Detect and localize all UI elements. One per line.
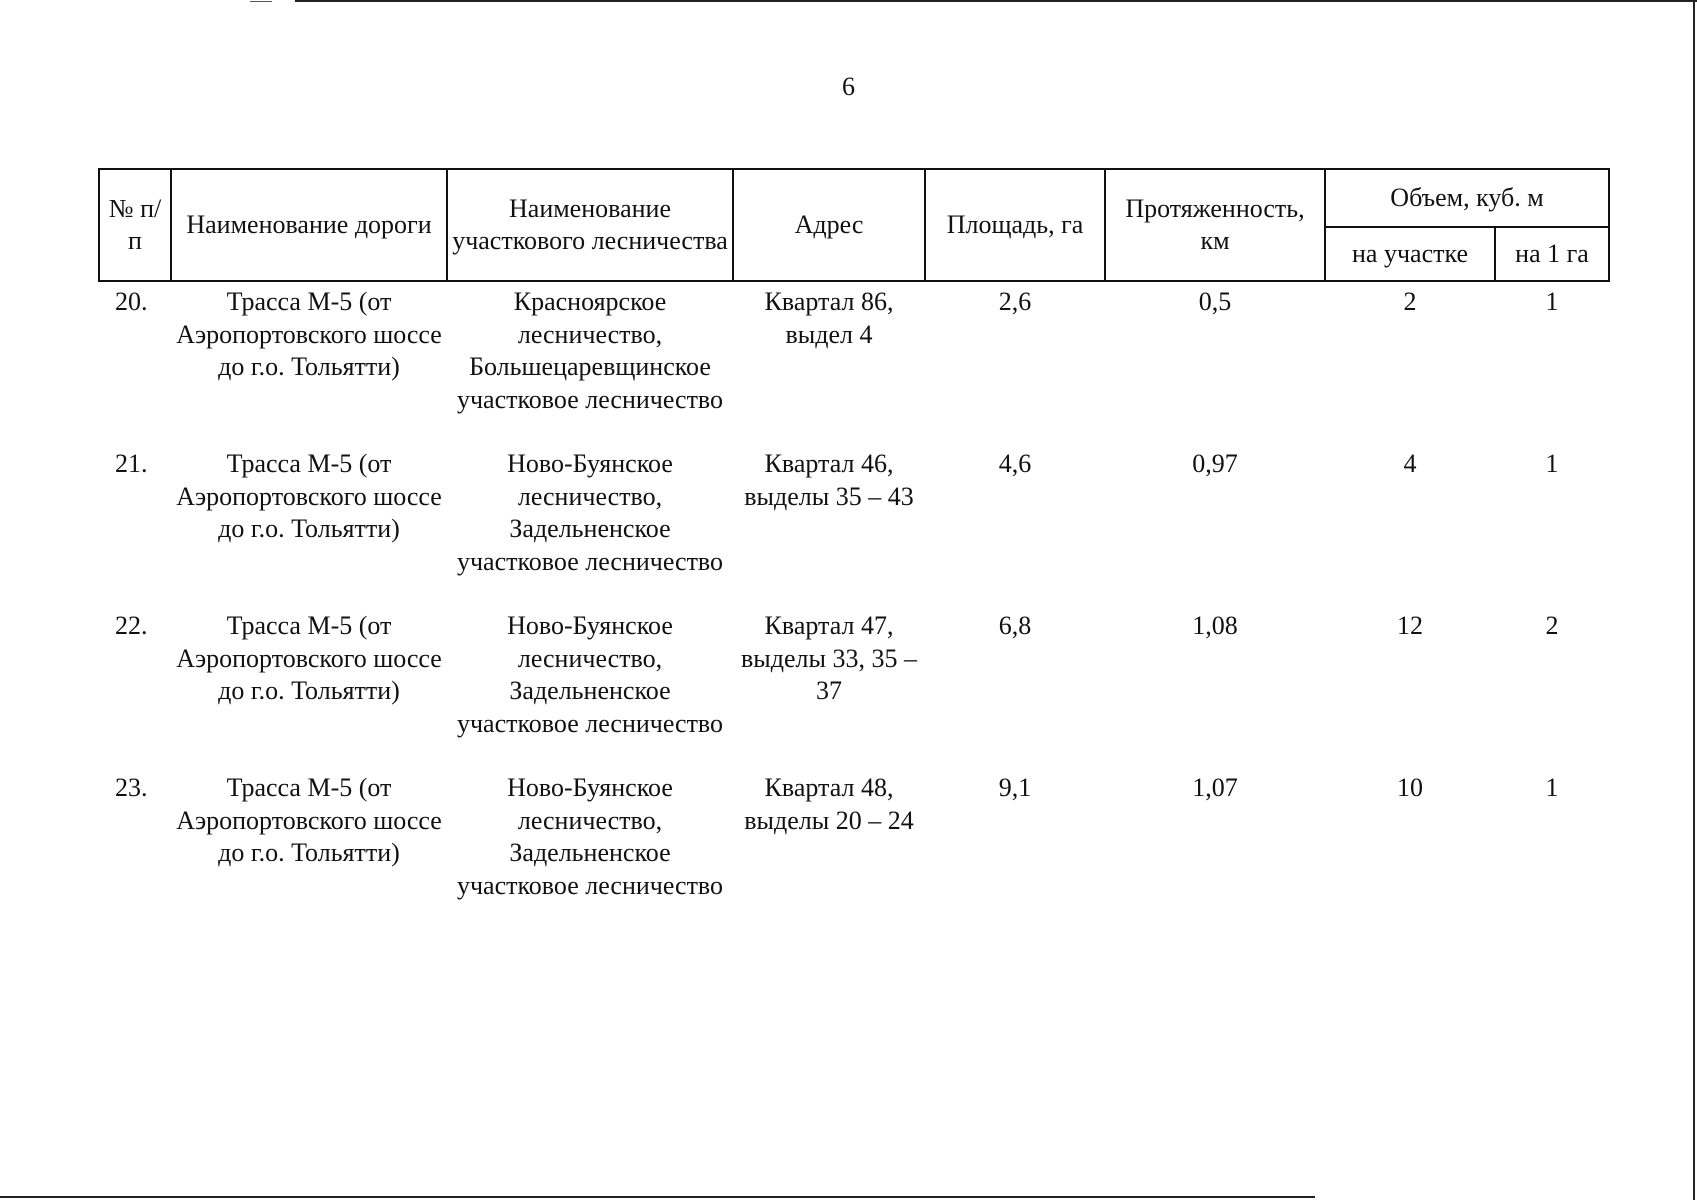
scan-bottom-border	[0, 1196, 1315, 1198]
cell-volume-plot: 2	[1403, 287, 1417, 316]
table-row	[99, 770, 1609, 932]
cell-address: Квартал 48, выделы 20 – 24	[744, 773, 914, 835]
scan-right-border	[1693, 0, 1695, 1200]
cell-volume-per-ha: 1	[1545, 773, 1559, 802]
cell-road: Трасса М-5 (от Аэропортовского шоссе до г.о. Тольятти)	[176, 611, 442, 705]
table-row	[99, 608, 1609, 770]
header-address: Адрес	[733, 169, 925, 281]
table-row	[99, 281, 1609, 446]
cell-road: Трасса М-5 (от Аэропортовского шоссе до г.о. Тольятти)	[176, 287, 442, 381]
cell-length: 0,5	[1198, 287, 1232, 316]
forest-plots-table	[98, 168, 1610, 932]
header-num: № п/п	[99, 169, 171, 281]
cell-volume-per-ha: 1	[1545, 287, 1559, 316]
cell-volume-per-ha: 2	[1545, 611, 1559, 640]
cell-volume-plot: 4	[1403, 449, 1417, 478]
cell-num: 22.	[115, 611, 148, 640]
cell-area: 6,8	[998, 611, 1032, 640]
cell-length: 0,97	[1192, 449, 1238, 478]
header-road: Наименование дороги	[171, 169, 447, 281]
cell-forestry: Ново-Буянское лесничество, Задельненское участковое лесничество	[456, 773, 724, 900]
cell-forestry: Ново-Буянское лесничество, Задельненское участковое лесничество	[456, 611, 724, 738]
header-volume-plot: на участке	[1325, 227, 1495, 281]
header-length: Протяженность, км	[1105, 169, 1325, 281]
cell-address: Квартал 47, выделы 33, 35 – 37	[741, 611, 917, 705]
table-header	[99, 169, 1609, 281]
table-row	[99, 446, 1609, 608]
cell-num: 20.	[115, 287, 148, 316]
cell-length: 1,07	[1192, 773, 1238, 802]
page-number: 6	[842, 72, 855, 101]
header-volume-per-ha: на 1 га	[1495, 227, 1609, 281]
scan-top-border	[295, 0, 1697, 2]
header-volume: Объем, куб. м	[1325, 169, 1609, 227]
cell-volume-plot: 10	[1397, 773, 1423, 802]
cell-address: Квартал 86, выдел 4	[764, 287, 894, 349]
header-forestry: Наименование участкового лесничества	[447, 169, 733, 281]
cell-address: Квартал 46, выделы 35 – 43	[744, 449, 914, 511]
cell-length: 1,08	[1192, 611, 1238, 640]
cell-forestry: Ново-Буянское лесничество, Задельненское участковое лесничество	[456, 449, 724, 576]
cell-road: Трасса М-5 (от Аэропортовского шоссе до г.о. Тольятти)	[176, 773, 442, 867]
cell-volume-plot: 12	[1397, 611, 1423, 640]
cell-area: 4,6	[998, 449, 1032, 478]
cell-area: 9,1	[998, 773, 1032, 802]
cell-area: 2,6	[998, 287, 1032, 316]
cell-num: 21.	[115, 449, 148, 478]
cell-forestry: Красноярское лесничество, Большецаревщинское участковое лесничество	[456, 287, 724, 414]
header-area: Площадь, га	[925, 169, 1105, 281]
table-body	[99, 281, 1609, 932]
cell-road: Трасса М-5 (от Аэропортовского шоссе до г.о. Тольятти)	[176, 449, 442, 543]
cell-volume-per-ha: 1	[1545, 449, 1559, 478]
scan-top-tick	[250, 1, 272, 2]
cell-num: 23.	[115, 773, 148, 802]
